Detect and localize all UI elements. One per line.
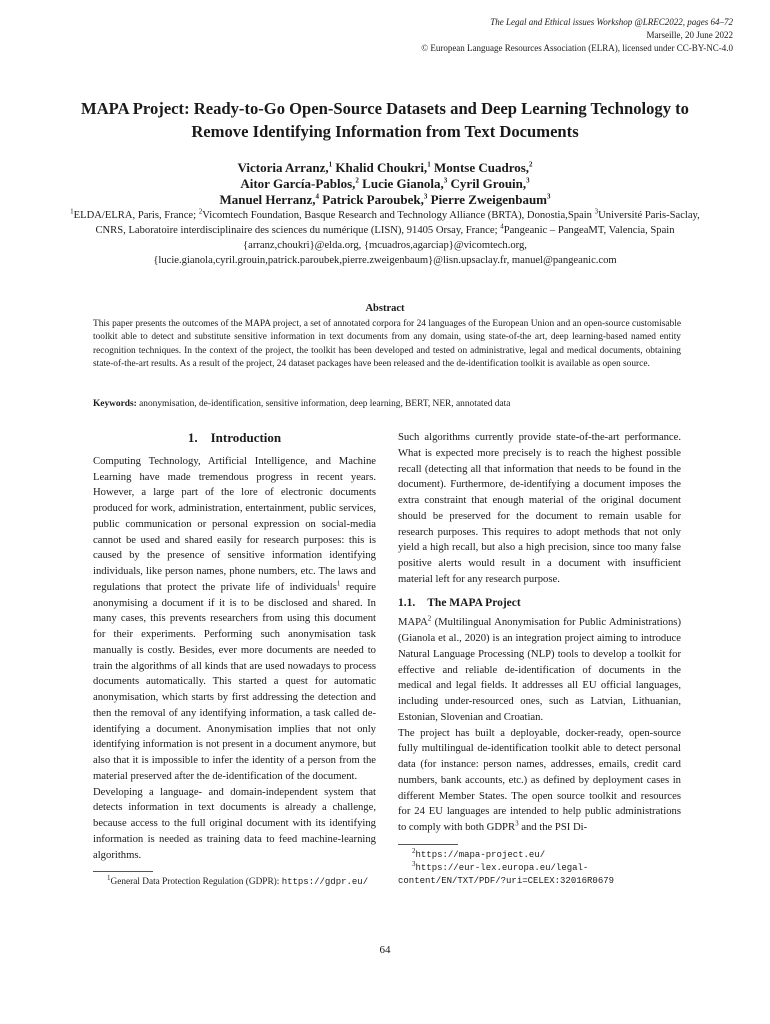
workshop-header	[421, 16, 733, 55]
license-line: © European Language Resources Association (ELRA), licensed under CC-BY-NC-4.0	[421, 43, 733, 53]
author-affil-sup: 1	[328, 160, 333, 169]
location-date-line: Marseille, 20 June 2022	[646, 30, 733, 40]
subsection-number: 1.1.	[398, 596, 416, 609]
author-name: Aitor García-Pablos,	[240, 176, 356, 191]
author-affil-sup: 3	[423, 192, 428, 201]
paragraph-text: Computing Technology, Artificial Intelligence, and Machine Learning have made tremendous progress in recent years. However, a large part of the lore of electronic documents produced for work, administration, entertainment, public services, public communication or personal expression on social-media cannot be used and shared easily for research purposes: this is caused by the presence of sensitive information identifying individuals, like person names, phone numbers, etc. The laws and regulations that protect the private life of individuals	[93, 455, 376, 593]
subsection-heading	[398, 596, 681, 612]
affiliation-3: Université Paris-Saclay, CNRS, Laboratoire interdisciplinaire des sciences du numérique (LISN), 91405 Orsay, France;	[95, 210, 700, 236]
venue-line: The Legal and Ethical issues Workshop @LREC2022, pages 64–72	[490, 17, 733, 27]
footnote-rule	[398, 844, 458, 845]
footnote-marker: 2	[427, 614, 432, 623]
email-line-2: {lucie.gianola,cyril.grouin,patrick.paroubek,pierre.zweigenbaum}@lisn.upsaclay.fr, manuel@pangeanic.com	[153, 255, 617, 266]
affiliation-4: Pangeanic – PangeaMT, Valencia, Spain	[503, 225, 675, 236]
affil-sup: 2	[198, 207, 203, 216]
footnote-url[interactable]: https://mapa-project.eu/	[415, 849, 546, 860]
author-affil-sup: 1	[427, 160, 431, 169]
affil-sup: 4	[500, 222, 504, 231]
affil-sup: 3	[594, 207, 599, 216]
author-name: Pierre Zweigenbaum	[430, 192, 548, 207]
intro-paragraph-3: Such algorithms currently provide state-of-the-art performance. What is expected more precisely is to reach the highest possible recall (detecting all that information that needs to be found in the document). Furthermore, de-identifying a document imposes the extra constraint that enough material of the original document should be preserved for the document to remain usable for research purposes. This requires to adopt methods that not only yield a high recall, but also a high precision, since too many false positive alerts would result in a document with insufficient material left for any research purpose.	[398, 432, 681, 585]
footnote-number: 3	[412, 859, 416, 868]
affiliations	[70, 208, 700, 268]
abstract-text: This paper presents the outcomes of the MAPA project, a set of annotated corpora for 24 languages of the European Union and an open-source customisable toolkit able to detect and substitute sensitive information in text documents from any domain, using state-of-the art, deep learning-based named entity recognition techniques. In the context of the project, the toolkit has been developed and tested on administrative, legal and medical documents, obtaining state-of-the-art results. As a result of the project, 24 dataset packages have been released and the de-identification toolkit is available as open source.	[93, 319, 681, 370]
right-column	[398, 430, 681, 888]
keywords-text: anonymisation, de-identification, sensitive information, deep learning, BERT, NER, annotated data	[139, 399, 511, 409]
author-affil-sup: 3	[526, 176, 530, 185]
author-name: Manuel Herranz,	[219, 192, 316, 207]
page-number: 64	[379, 944, 391, 956]
affil-sup: 1	[70, 207, 74, 216]
footnote-number: 1	[107, 874, 111, 883]
author-affil-sup: 3	[443, 176, 448, 185]
footnote-url[interactable]: https://eur-lex.europa.eu/legal-content/EN/TXT/PDF/?uri=CELEX:32016R0679	[398, 862, 615, 886]
footnote-text: General Data Protection Regulation (GDPR):	[110, 877, 282, 888]
footnote-2	[398, 846, 681, 862]
paragraph-text: MAPA	[398, 617, 428, 629]
author-line-3	[60, 192, 710, 208]
footnote-3	[398, 859, 681, 888]
footnote-marker: 3	[515, 819, 519, 828]
keywords	[93, 399, 681, 409]
author-name: Montse Cuadros,	[433, 160, 530, 175]
left-column	[93, 430, 376, 889]
author-affil-sup: 2	[529, 160, 533, 169]
footnote-number: 2	[412, 846, 416, 855]
footnote-1	[93, 876, 376, 889]
author-name: Patrick Paroubek,	[322, 192, 424, 207]
paragraph-text: (Multilingual Anonymisation for Public Administrations) (Gianola et al., 2020) is an integration project aiming to introduce Natural Language Processing (NLP) tools to develop a toolkit for effective and reliable de-identification of documents in the medical and legal fields. It addresses all EU official languages, including under-resourced ones, such as Latvian, Lithuanian, Estonian, Slovenian and Croatian.	[398, 617, 681, 723]
author-name: Khalid Choukri,	[335, 160, 428, 175]
author-affil-sup: 4	[315, 192, 320, 201]
author-affil-sup: 3	[547, 192, 551, 201]
author-affil-sup: 2	[355, 176, 359, 185]
affiliation-2: Vicomtech Foundation, Basque Research and Technology Alliance (BRTA), Donostia,Spain	[202, 210, 592, 221]
author-list	[60, 160, 710, 208]
author-name: Lucie Gianola,	[362, 176, 444, 191]
paragraph-text: and the PSI Di-	[518, 822, 588, 833]
email-line-1: {arranz,choukri}@elda.org, {mcuadros,agarciap}@vicomtech.org,	[243, 240, 527, 251]
author-name: Victoria Arranz,	[237, 160, 329, 175]
footnote-rule	[93, 871, 153, 872]
author-line-1	[60, 160, 710, 176]
subsection-title: The MAPA Project	[427, 596, 521, 609]
footnote-marker: 1	[336, 579, 341, 588]
paper-title: MAPA Project: Ready-to-Go Open-Source Datasets and Deep Learning Technology to Remove Identifying Information from Text Documents	[81, 99, 689, 141]
author-name: Cyril Grouin,	[450, 176, 527, 191]
paragraph-text: require anonymising a document if it is to be disclosed and shared. In many cases, this prevents researchers from using this document for their experiments. Performing such anonymisation task manually is costly. Besides, ever more documents are needed to train the algorithms of all kinds that are used nowadays to process documents automatically. This started a quest for automatic anonymisation, which starts by first addressing the detection and then the removal of any identifying information, a task called de-identifying a document. Anonymisation implies that not only identifying information is not present in a document anymore, but also that it is impossible to infer the identity of a person from the material preserved after the de-identification of the document.	[93, 581, 376, 782]
affiliation-1: ELDA/ELRA, Paris, France;	[73, 210, 197, 221]
author-line-2	[60, 176, 710, 192]
section-number: 1.	[187, 430, 198, 445]
abstract-heading: Abstract	[365, 303, 405, 314]
footnote-url[interactable]: https://gdpr.eu/	[281, 877, 369, 888]
section-heading	[93, 430, 376, 446]
intro-paragraph-1	[93, 454, 376, 785]
mapa-paragraph-1	[398, 615, 681, 725]
section-title: Introduction	[210, 430, 282, 445]
mapa-paragraph-2	[398, 726, 681, 836]
keywords-label: Keywords:	[93, 399, 137, 409]
paragraph-text: The project has built a deployable, docker-ready, open-source fully multilingual de-identification toolkit able to detect personal data (for instance: person names, addresses, emails, credit card numbers, bank accounts, etc.) as defined by deployment cases in different Member States. The open source toolkit and resources for 24 EU languages are intended to help public administrations to comply with both GDPR	[398, 727, 681, 833]
intro-paragraph-2: Developing a language- and domain-independent system that detects information in text documents is already a challenge, because access to the full original document with its identifying information is needed as training data to feed machine-learning algorithms.	[93, 786, 376, 861]
